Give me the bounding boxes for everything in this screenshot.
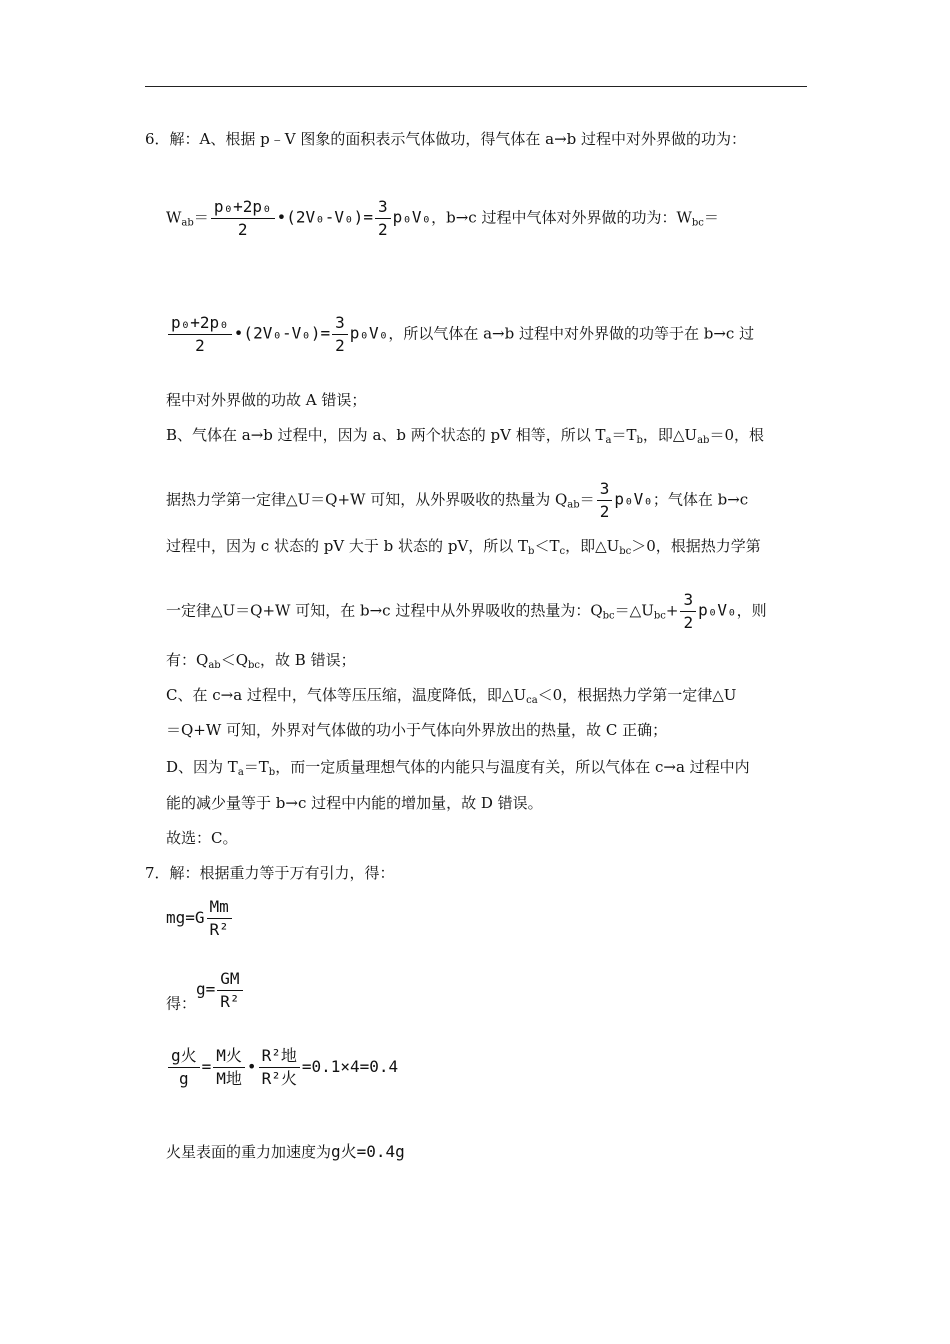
- wab-fraction: $\frac{\text{p₀+2p₀}}{2}$: [211, 196, 275, 241]
- r-ratio-fraction: $\frac{\text{R²地}}{\text{R²火}}$: [259, 1045, 300, 1090]
- qab-fraction: $\frac{3}{2}$: [597, 478, 613, 523]
- q6-d1: D、因为 $T_a=T_b$，而一定质量理想气体的内能只与温度有关，所以气体在 c→a 过程中内: [166, 758, 750, 778]
- g-ratio-fraction: $\frac{\text{g火}}{g}$: [168, 1045, 200, 1090]
- m-ratio-fraction: $\frac{\text{M火}}{\text{M地}}$: [213, 1045, 245, 1090]
- q7-label: 7．: [145, 864, 170, 882]
- wbc-result-fraction: $\frac{3}{2}$: [332, 312, 348, 357]
- q6-b4: 一定律△U＝Q+W 可知，在 b→c 过程中从外界吸收的热量为：$Q_{bc}=\triangle U_{bc}+$ $\frac{3}{2}$ p₀V₀，则: [166, 590, 767, 632]
- q6-d2: 能的减少量等于 b→c 过程中内能的增加量，故 D 错误。: [166, 794, 543, 812]
- q6-c1: C、在 c→a 过程中，气体等压压缩，温度降低，即$\triangle U_{ca}<0$，根据热力学第一定律△U: [166, 686, 737, 706]
- wbc-fraction: $\frac{\text{p₀+2p₀}}{2}$: [168, 312, 232, 357]
- q6-answer: 故选：C。: [166, 829, 238, 847]
- q6-b3: 过程中，因为 c 状态的 pV 大于 b 状态的 pV，所以 $T_b<T_c$，即$\triangle U_{bc}>0$，根据热力学第: [166, 537, 761, 557]
- wab-result-fraction: $\frac{3}{2}$: [375, 196, 391, 241]
- q7-eq2: 得：g= $\frac{GM}{\text{R²}}$: [166, 968, 245, 1015]
- q7-eq1: mg=G $\frac{Mm}{\text{R²}}$: [166, 896, 234, 941]
- eq1-fraction: $\frac{Mm}{\text{R²}}$: [207, 896, 232, 941]
- q6-intro: 解：A、根据 p﹣V 图象的面积表示气体做功，得气体在 a→b 过程中对外界做的功为：: [169, 130, 747, 148]
- q6-b1: B、气体在 a→b 过程中，因为 a、b 两个状态的 pV 相等，所以 $T_a=T_b$，即$\triangle U_{ab}=0$，根: [166, 426, 764, 446]
- q6-c2: ＝Q+W 可知，外界对气体做的功小于气体向外界放出的热量，故 C 正确；: [166, 721, 668, 739]
- q6-wbc-line: $\frac{\text{p₀+2p₀}}{2}$ •(2V₀-V₀)= $\frac{3}{2}$ p₀V₀，所以气体在 a→b 过程中对外界做的功等于在 b→c 过: [166, 312, 754, 357]
- q6-line4: 程中对外界做的功故 A 错误；: [166, 391, 367, 409]
- q6-label: 6．: [145, 130, 170, 148]
- q7-intro-line: [145, 862, 395, 884]
- q7-final: 火星表面的重力加速度为g火=0.4g: [166, 1142, 405, 1161]
- eq2-fraction: $\frac{GM}{\text{R²}}$: [217, 968, 242, 1013]
- q6-wab-line: $W_{ab}=$ $\frac{\text{p₀+2p₀}}{2}$ •(2V₀-V₀)= $\frac{3}{2}$ p₀V₀，b→c 过程中气体对外界做的功为：$W_{bc}=$: [166, 197, 719, 239]
- header-rule: [145, 86, 807, 87]
- q6-intro-line: [145, 128, 746, 150]
- q7-ratio: $\frac{\text{g火}}{g}$ = $\frac{\text{M火}}{\text{M地}}$ • $\frac{\text{R²地}}{\text{R²火}}$ =0.1×4=0.4: [166, 1045, 398, 1090]
- qbc-fraction: $\frac{3}{2}$: [680, 589, 696, 634]
- q7-intro: 解：根据重力等于万有引力，得：: [169, 864, 395, 882]
- q6-b2: 据热力学第一定律△U＝Q+W 可知，从外界吸收的热量为 $Q_{ab}=$ $\frac{3}{2}$ p₀V₀；气体在 b→c: [166, 479, 749, 521]
- q6-b5: 有：$Q_{ab}<Q_{bc}$，故 B 错误；: [166, 651, 356, 671]
